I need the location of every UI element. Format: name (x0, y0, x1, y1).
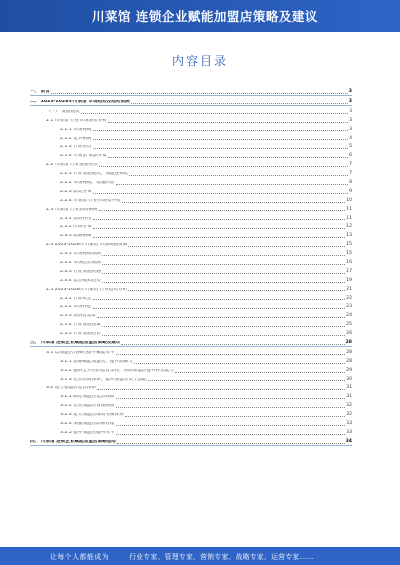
footer-bar (0, 547, 400, 565)
toc-entry-page: 34 (345, 438, 352, 444)
toc-leader-dots (97, 316, 345, 318)
toc-entry-text: 2.5.1 行业机会 (60, 296, 92, 301)
toc-entry[interactable] (30, 186, 352, 195)
toc-entry[interactable] (30, 106, 352, 115)
toc-entry-page: 21 (346, 286, 352, 292)
toc-entry-text: 三、 川菜馆 连锁企业赋能加盟店策略及建议 (30, 341, 121, 346)
toc-title: 内容目录 (171, 54, 228, 68)
toc-entry-text: 3.2.4 加强加盟店品牌管理 (60, 422, 115, 427)
toc-leader-dots (102, 334, 345, 336)
toc-entry-text: 2.4 2023-2028年川菜馆 市场规模预测 (46, 243, 128, 248)
toc-entry-page: 3 (348, 98, 352, 104)
toc-entry[interactable] (30, 328, 352, 337)
toc-entry[interactable] (30, 221, 352, 230)
toc-entry-page: 29 (346, 367, 352, 373)
toc-entry-text: 3.2.1 制定加盟店运营标准 (60, 395, 115, 400)
toc-entry-text: 2.5 2023-2028年川菜馆 行业趋势分析 (46, 287, 128, 292)
toc-entry-text: 2.2.4 川菜馆 行业市场集中度 (60, 198, 121, 203)
toc-entry[interactable] (30, 204, 352, 213)
toc-entry-page: 13 (346, 233, 352, 239)
toc-leader-dots (108, 156, 348, 158)
toc-entry-text: 2.4.3 行业发展机遇 (60, 269, 101, 274)
toc-entry-text: 2.4.2 市场趋势预测 (60, 261, 101, 266)
toc-entry-page: 11 (346, 206, 352, 212)
toc-entry-text: 2.3.2 区域分布 (60, 225, 92, 230)
toc-entry[interactable] (30, 356, 352, 365)
header-bar (0, 0, 400, 32)
toc-entry-page: 24 (346, 313, 352, 319)
toc-entry-text: 2.5.4 行业发展因素 (60, 323, 101, 328)
toc-entry-text: 3.1.2 提供全方位的运营支持，帮助加盟店提升经营能力 (60, 368, 175, 373)
toc-entry[interactable] (30, 195, 352, 204)
toc-leader-dots (93, 227, 346, 229)
toc-entry[interactable] (30, 418, 352, 427)
toc-entry[interactable] (30, 177, 352, 186)
toc-entry[interactable] (30, 284, 352, 293)
toc-leader-dots (99, 165, 348, 167)
toc-entry[interactable] (30, 365, 352, 374)
toc-entry-text: 2.4.1 市场规模预测 (60, 252, 101, 257)
toc-entry-text: 2.5.5 行业发展趋势 (60, 332, 101, 337)
toc-entry-page: 31 (346, 385, 352, 391)
toc-entry-text: 2.5.3 消费者需求 (60, 314, 97, 319)
toc-entry[interactable] (30, 427, 352, 436)
toc-leader-dots (102, 281, 345, 283)
toc-entry-page: 32 (346, 412, 352, 418)
toc-entry-page: 32 (346, 403, 352, 409)
toc-entry-page: 7 (349, 171, 352, 177)
toc-leader-dots (102, 272, 345, 274)
toc-leader-dots (97, 388, 345, 390)
footer-slogan-left: 让每个人都能成为 (50, 553, 110, 561)
toc-entry-page: 28 (345, 340, 352, 346)
toc-entry-page: 33 (346, 421, 352, 427)
toc-entry-text: 2.2.1 行业发展模式，加盟连锁化 (60, 172, 129, 177)
toc-leader-dots (102, 254, 345, 256)
toc-entry-page: 11 (346, 215, 352, 221)
toc-leader-dots (102, 325, 345, 327)
toc-leader-dots (108, 121, 348, 123)
toc-entry-text: 2.1 川菜馆 行业市场现状分析 (46, 118, 107, 123)
toc-entry[interactable] (30, 257, 352, 266)
toc-entry-text: 2.4.4 运营模式趋势 (60, 278, 101, 283)
toc-entry[interactable] (30, 310, 352, 319)
toc-entry-text: 一、 前言 (30, 90, 50, 95)
toc-leader-dots (116, 183, 349, 185)
toc-entry-text: 3.2.2 完善加盟店管理制度 (60, 404, 115, 409)
toc-entry[interactable] (30, 374, 352, 383)
toc-entry[interactable] (30, 230, 352, 239)
toc-entry-page: 22 (346, 295, 352, 301)
toc-entry-page: 28 (346, 358, 352, 364)
toc-entry[interactable] (30, 400, 352, 409)
toc-entry[interactable] (30, 124, 352, 133)
toc-entry-page: 8 (349, 180, 352, 185)
toc-leader-dots (116, 406, 346, 408)
toc-entry-text: 2.1.4 川菜馆 菜品开发 (60, 154, 107, 159)
toc-entry-page: 4 (349, 135, 352, 141)
footer-slogan-right: 行业专家、管理专家、营销专家、战略专家、运营专家…… (129, 553, 314, 561)
toc-entry[interactable] (30, 115, 352, 124)
toc-leader-dots (81, 112, 348, 114)
toc-leader-dots (121, 343, 344, 345)
toc-leader-dots (122, 201, 346, 203)
toc-entry[interactable] (30, 96, 352, 106)
toc-entry-page: 30 (346, 376, 352, 382)
toc-entry-page: 28 (346, 349, 352, 355)
toc-leader-dots (93, 192, 349, 194)
toc-entry[interactable] (30, 337, 352, 347)
toc-leader-dots (51, 92, 348, 94)
toc-leader-dots (131, 102, 348, 104)
toc-entry-page: 16 (346, 260, 352, 266)
toc-leader-dots (93, 138, 349, 140)
toc-entry[interactable] (30, 409, 352, 418)
toc-entry-page: 7 (349, 162, 352, 168)
toc-entry-page: 9 (349, 188, 352, 194)
toc-entry[interactable] (30, 132, 352, 141)
toc-leader-dots (125, 415, 345, 417)
toc-entry-page: 26 (346, 331, 352, 337)
toc-entry-text: 2.1.1 市场规模 (60, 127, 92, 132)
toc-entry-text: （一） 发展现状 (46, 109, 80, 114)
table-of-contents (30, 86, 352, 446)
toc-entry-text: 3.2.5 提升加盟店服务水平 (60, 430, 115, 435)
toc-entry[interactable] (30, 86, 352, 96)
toc-entry-page: 5 (349, 144, 352, 150)
toc-leader-dots (148, 379, 345, 381)
toc-entry[interactable] (30, 391, 352, 400)
toc-entry-text: 四、 川菜馆 连锁企业赋能加盟店策略总结 (30, 439, 116, 444)
toc-entry[interactable] (30, 436, 352, 446)
toc-entry-text: 3.1.3 完善培训体系，提升加盟店员工技能 (60, 377, 147, 382)
toc-entry-page: 10 (346, 197, 352, 203)
toc-leader-dots (99, 209, 346, 211)
toc-entry-page: 3 (348, 89, 352, 95)
toc-entry-text: 3.1.1 总部赋能加盟店，提升品牌力 (60, 359, 133, 364)
toc-entry[interactable] (30, 150, 352, 159)
toc-entry-page: 12 (346, 224, 352, 230)
toc-entry-text: 2.2.3 品类分布 (60, 189, 92, 194)
toc-entry[interactable] (30, 292, 352, 301)
toc-entry[interactable] (30, 212, 352, 221)
toc-entry-text: 2.5.2 市场特征 (60, 305, 92, 310)
toc-entry-text: 3.1 以加盟店为核心提升赋能水平 (46, 350, 115, 355)
toc-entry[interactable] (30, 239, 352, 248)
toc-leader-dots (117, 442, 345, 444)
toc-leader-dots (116, 433, 346, 435)
toc-entry-page: 3 (349, 108, 352, 114)
toc-entry-text: 2.3.1 消费特点 (60, 216, 92, 221)
toc-entry[interactable] (30, 248, 352, 257)
toc-entry[interactable] (30, 275, 352, 284)
toc-entry-page: 15 (346, 251, 352, 257)
toc-entry-page: 3 (349, 126, 352, 132)
toc-leader-dots (93, 307, 346, 309)
toc-entry[interactable] (30, 347, 352, 356)
toc-entry[interactable] (30, 319, 352, 328)
toc-entry[interactable] (30, 382, 352, 391)
toc-leader-dots (116, 353, 346, 355)
toc-entry-text: 2.1.3 行业特点 (60, 145, 92, 150)
toc-entry[interactable] (30, 168, 352, 177)
toc-entry-page: 23 (346, 304, 352, 310)
toc-entry-text: 3.2 建立加盟店运营体系 (46, 386, 97, 391)
toc-leader-dots (116, 424, 346, 426)
toc-entry-text: 二、 2023-2028年川菜馆 市场趋势及趋势预测 (30, 99, 130, 104)
toc-entry[interactable] (30, 301, 352, 310)
toc-entry[interactable] (30, 141, 352, 150)
toc-entry-page: 3 (349, 117, 352, 123)
toc-leader-dots (102, 263, 345, 265)
toc-leader-dots (128, 289, 345, 291)
toc-entry-page: 19 (346, 277, 352, 283)
toc-leader-dots (116, 397, 346, 399)
toc-entry-text: 2.2.2 市场规模，增速明显 (60, 181, 115, 185)
toc-entry-page: 17 (346, 268, 352, 274)
toc-leader-dots (93, 129, 349, 131)
toc-entry-text: 3.2.3 建立加盟店绩效考核体系 (60, 413, 124, 418)
toc-leader-dots (93, 218, 346, 220)
toc-leader-dots (175, 371, 345, 373)
toc-entry-page: 31 (346, 394, 352, 400)
toc-leader-dots (93, 298, 346, 300)
toc-leader-dots (93, 236, 346, 238)
toc-entry[interactable] (30, 159, 352, 168)
toc-entry-page: 33 (346, 429, 352, 435)
toc-leader-dots (93, 147, 349, 149)
document-title: 川菜馆 连锁企业赋能加盟店策略及建议 (92, 9, 318, 24)
toc-entry-text: 2.2 川菜馆 行业发展特点 (46, 163, 98, 168)
toc-entry-text: 2.1.2 竞争格局 (60, 136, 92, 141)
toc-entry-page: 25 (346, 322, 352, 328)
toc-entry[interactable] (30, 266, 352, 275)
toc-leader-dots (129, 174, 348, 176)
toc-entry-page: 6 (349, 153, 352, 159)
toc-entry-text: 2.3 川菜馆 行业消费格局 (46, 207, 98, 212)
toc-leader-dots (134, 362, 345, 364)
toc-entry-page: 15 (346, 242, 352, 248)
toc-leader-dots (128, 245, 345, 247)
toc-entry-text: 2.3.3 品牌格局 (60, 234, 92, 239)
